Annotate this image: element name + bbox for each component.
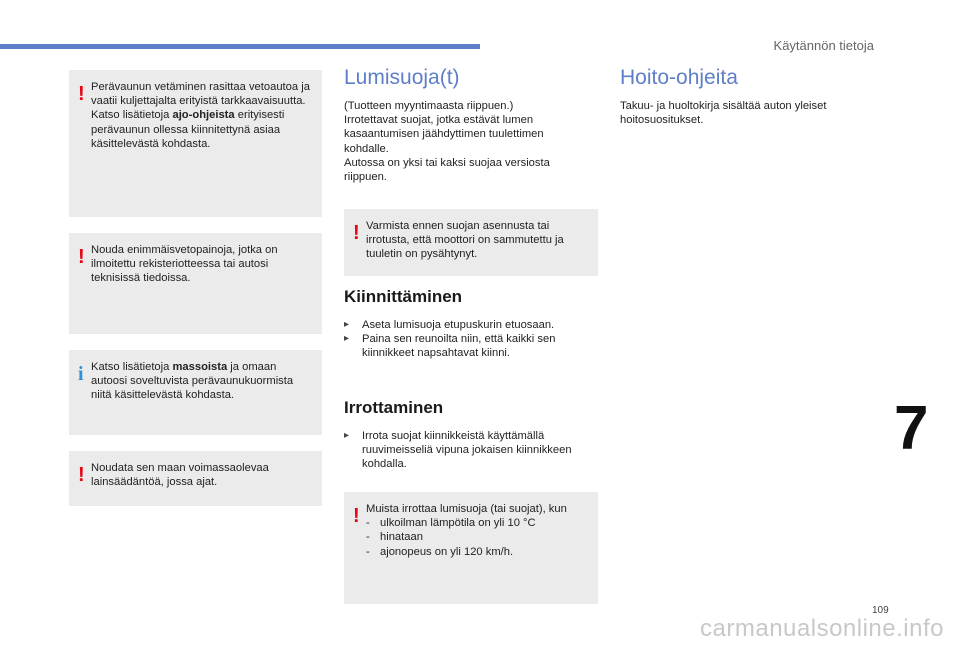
exclamation-warning-icon: ! bbox=[78, 464, 85, 486]
list-item: - ulkoilman lämpötila on yli 10 °C bbox=[366, 517, 536, 530]
info-icon: i bbox=[78, 363, 84, 385]
snow-guard-title: Lumisuoja(t) bbox=[344, 66, 460, 89]
towing-text: Perävaunun vetäminen rasittaa vetoautoa ja vaatii kuljettajalta erityistä tarkkaavaisuutta. bbox=[91, 81, 310, 108]
masses-text: Katso lisätietoja massoista ja omaan autoosi soveltuvista perävaunukuormista niitä käsittelevästä kohdasta. bbox=[91, 361, 294, 402]
list-item: ▸ Paina sen reunoilta niin, että kaikki sen kiinnikkeet napsahtavat kiinni. bbox=[344, 333, 556, 360]
warning-box-remember bbox=[344, 492, 598, 604]
fitting-title: Kiinnittäminen bbox=[344, 287, 463, 306]
warning-box-legislation bbox=[69, 451, 322, 506]
max-weights-text: Nouda enimmäisvetopainoja, jotka on ilmoitettu rekisteriotteessa tai autosi teknisissä tiedoissa. bbox=[91, 244, 278, 285]
list-item: ▸ Aseta lumisuoja etupuskurin etuosaan. bbox=[344, 319, 555, 331]
step-arrow-icon: ▸ bbox=[344, 430, 350, 441]
header-accent-bar bbox=[0, 44, 480, 49]
exclamation-warning-icon: ! bbox=[78, 83, 85, 105]
info-box-masses bbox=[69, 350, 322, 435]
list-item: - hinataan bbox=[366, 531, 423, 544]
exclamation-warning-icon: ! bbox=[353, 222, 360, 244]
list-item: ▸ Irrota suojat kiinnikkeistä käyttämällä ruuvimeisseliä vipuna jokaisen kiinnikkeen kohdalla. bbox=[344, 430, 572, 471]
snow-guard-intro: (Tuotteen myyntimaasta riippuen.) Irrotettavat suojat, jotka estävät lumen kasaantumisen jäähdyttimen tuulettimen kohdalle. Autossa on yksi tai kaksi suojaa versiosta riippuen. bbox=[344, 100, 550, 184]
section-title: Käytännön tietoja bbox=[773, 38, 874, 53]
towing-reference: Katso lisätietoja ajo-ohjeista erityisesti perävaunun ollessa kiinnitettynä asiaa käsittelevästä kohdasta. bbox=[91, 109, 285, 150]
exclamation-warning-icon: ! bbox=[353, 505, 360, 527]
removal-title: Irrottaminen bbox=[344, 398, 444, 417]
removal-steps bbox=[344, 429, 594, 472]
fan-warning-text: Varmista ennen suojan asennusta tai irrotusta, että moottori on sammutettu ja tuuletin on pysähtynyt. bbox=[366, 220, 564, 261]
care-title: Hoito-ohjeita bbox=[620, 66, 738, 89]
remember-intro: Muista irrottaa lumisuoja (tai suojat), kun bbox=[366, 503, 567, 515]
step-arrow-icon: ▸ bbox=[344, 333, 350, 345]
fitting-steps bbox=[344, 318, 584, 361]
chapter-number: 7 bbox=[894, 394, 929, 463]
page-number: 109 bbox=[872, 605, 889, 616]
warning-box-towing bbox=[69, 70, 322, 217]
warning-box-max-weights bbox=[69, 233, 322, 334]
step-arrow-icon: ▸ bbox=[344, 319, 350, 330]
warning-box-fan bbox=[344, 209, 598, 276]
legislation-text: Noudata sen maan voimassaolevaa lainsäädäntöä, jossa ajat. bbox=[91, 462, 269, 489]
care-text: Takuu- ja huoltokirja sisältää auton yleiset hoitosuositukset. bbox=[620, 100, 827, 127]
watermark: carmanualsonline.info bbox=[700, 615, 944, 642]
list-item: - ajonopeus on yli 120 km/h. bbox=[366, 545, 514, 558]
exclamation-warning-icon: ! bbox=[78, 246, 85, 268]
